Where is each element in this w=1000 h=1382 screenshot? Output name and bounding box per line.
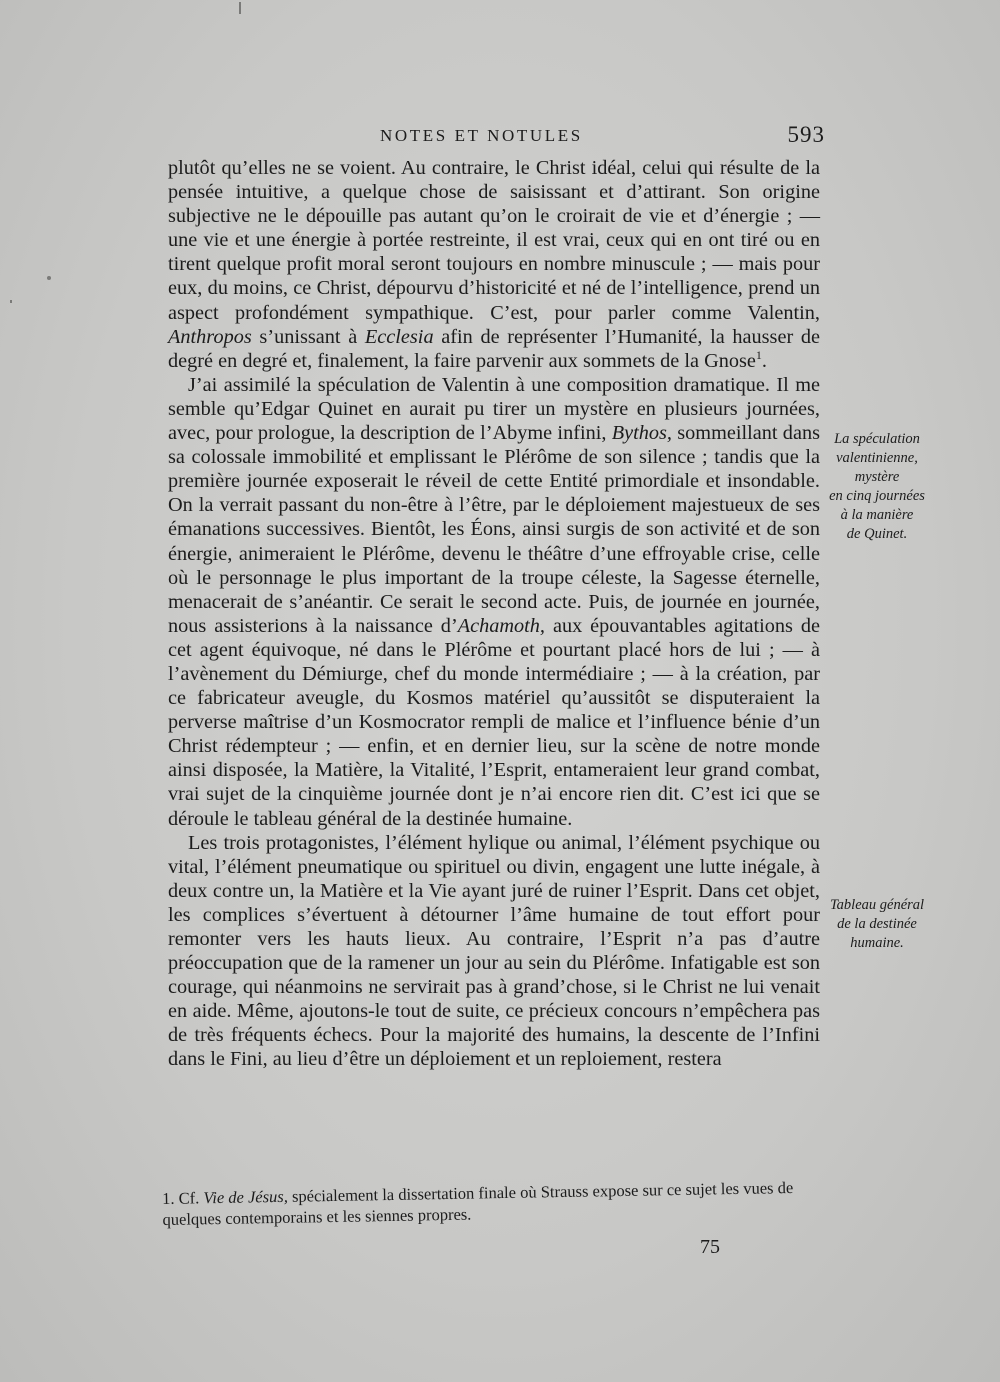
- margin-note-line: La spéculation: [834, 431, 920, 447]
- scan-speck: [239, 2, 241, 14]
- margin-note-line: en cinq journées: [829, 488, 925, 504]
- margin-note-line: à la manière: [840, 507, 914, 523]
- paragraph: [168, 156, 820, 373]
- text-run: Les trois protagonistes, l’élément hylique ou animal, l’élément psychique ou vital, l’élément pneumatique ou spirituel ou divin, engagent une lutte inégale, à deux contre un, la Matière et la Vie ayant juré de ruiner l’Esprit. Dans cet objet, les complices s’évertuent à détourner l’âme humaine de tout effort pour remonter vers les hauts lieux. Au contraire, l’Esprit n’a pas d’autre préoccupation que de la ramener un jour au sein du Plérôme. Infatigable est son courage, qui néanmoins ne servirait pas à grand’chose, si le Christ ne lui venait en aide. Même, ajoutons-le tout de suite, ce précieux concours n’empêchera pas de très fréquents échecs. Pour la majorité des humains, la descente de l’Infini dans le Fini, au lieu d’être un déploiement et un reploiement, restera: [168, 831, 820, 1071]
- footnote-number: 1.: [162, 1188, 175, 1208]
- italic-text: Anthropos: [168, 325, 252, 348]
- margin-note-line: valentinienne,: [836, 450, 918, 466]
- paragraph: [168, 831, 820, 1072]
- signature-number: 75: [700, 1236, 720, 1258]
- margin-note-line: Tableau général: [829, 897, 925, 913]
- text-run: plutôt qu’elles ne se voient. Au contraire, le Christ idéal, celui qui résulte de la pensée intuitive, a quelque chose de saisissant et d’attirant. Son origine subjective ne le dépouille pas autant qu’on le croirait de vie et d’énergie ; — une vie et une énergie à portée restreinte, il est vrai, ceux qui en ont tiré ou en tirent quelque profit moral seront toujours en nombre minuscule ; — mais pour eux, du moins, ce Christ, dépourvu d’historicité et né de l’intelligence, prend un aspect profondément sympathique. C’est, pour parler comme Valentin,: [168, 157, 820, 324]
- margin-note-line: mystère: [854, 469, 900, 485]
- italic-text: Bythos,: [611, 422, 672, 445]
- body-text: [168, 156, 820, 1072]
- paragraph: [168, 373, 820, 831]
- page-number: 593: [787, 122, 825, 147]
- margin-note-line: de Quinet.: [846, 526, 908, 542]
- running-title: NOTES ET NOTULES: [380, 126, 583, 145]
- margin-note-line: de la destinée: [837, 916, 917, 932]
- footnote: [162, 1176, 823, 1230]
- text-run: sommeillant dans sa colossale immobilité et emplissant le Plérôme de son silence ; tandis que la première journée exposerait le réveil de cette Entité primordiale et insondable. On la verrait passant du non-être à l’être, par le déploiement majestueux de ses émanations successives. Bientôt, les Éons, ainsi surgis de son activité et de son énergie, animeraient le Plérôme, devenu le théâtre d’une effroyable crise, celle où le personnage le plus important de la troupe céleste, la Sagesse éternelle, menacerait de s’anéantir. Ce serait le second acte. Puis, de journée en journée, nous assisterions à la naissance d’: [168, 422, 820, 637]
- footnote-ref: 1: [755, 347, 762, 362]
- scan-speck: [10, 300, 12, 303]
- margin-note-speculation: [812, 430, 942, 544]
- scan-speck: [47, 276, 51, 280]
- text-run: J’ai assimilé la spéculation de Valentin à une composition dramatique. Il me semble qu’Edgar Quinet en aurait pu tirer un mystère en plusieurs journées, avec, pour prologue, la description de l’Abyme infini,: [168, 373, 820, 445]
- italic-text: Ecclesia: [364, 325, 434, 348]
- italic-text: Vie de Jésus,: [203, 1186, 289, 1208]
- text-run: .: [761, 349, 767, 372]
- text-run: aux épouvantables agitations de cet agent équivoque, né dans le Plérôme et pourtant placé hors de lui ; — à l’avènement du Démiurge, chef du monde intermédiaire ; — à la création, par ce fabricateur aveugle, du Kosmos matériel qu’aussitôt se disputeraient la perverse maîtrise d’un Kosmocrator rempli de malice et l’influence bénie d’un Christ rédempteur ; — enfin, et en dernier lieu, sur la scène de notre monde ainsi disposée, la Matière, la Vitalité, l’Esprit, entameraient leur grand combat, vrai sujet de la cinquième journée dont je n’ai encore rien dit. C’est ici que se déroule le tableau général de la destinée humaine.: [168, 614, 821, 830]
- text-run: s’unissant à: [251, 325, 365, 348]
- text-run: spécialement la dissertation finale où Strauss expose sur ce sujet les vues de quelques contemporains et les siennes propres.: [162, 1177, 794, 1229]
- margin-note-tableau: [812, 896, 942, 953]
- text-run: afin de représenter l’Humanité, la hausser de degré en degré et, finalement, la faire parvenir aux sommets de la Gnose: [168, 325, 821, 372]
- italic-text: Achamoth,: [457, 614, 546, 637]
- text-run: Cf.: [174, 1188, 204, 1208]
- margin-note-line: humaine.: [850, 935, 904, 951]
